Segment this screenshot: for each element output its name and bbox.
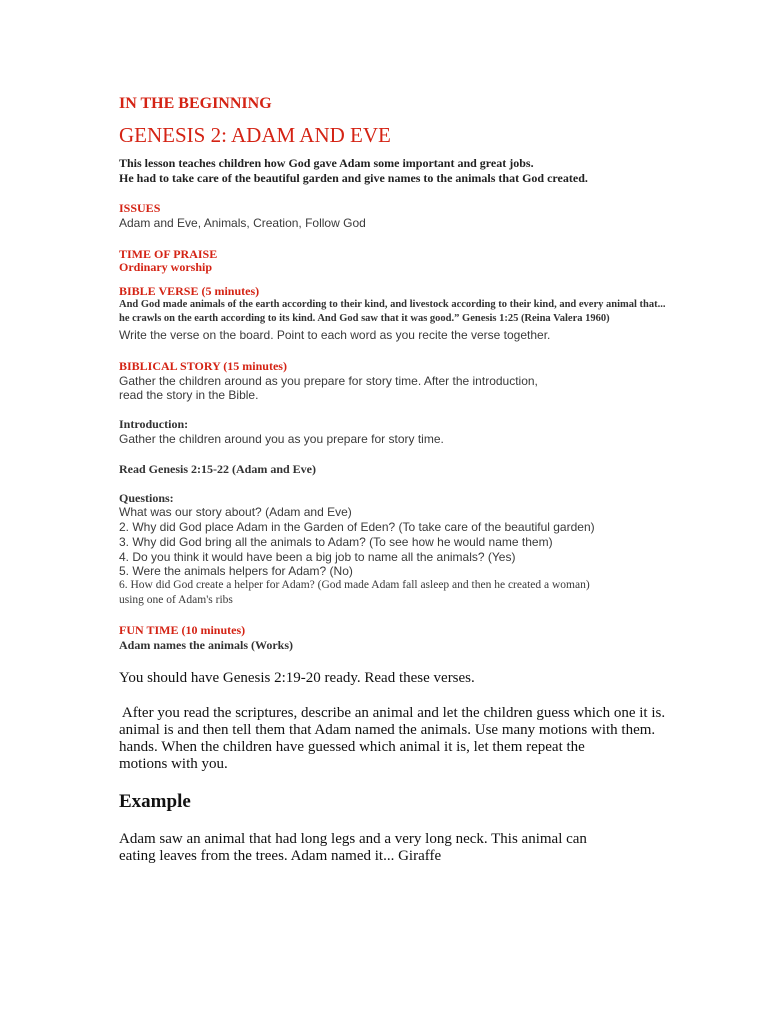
example-line-2: eating leaves from the trees. Adam named it... Giraffe	[119, 848, 442, 864]
fun-time-sublabel: Adam names the animals (Works)	[119, 638, 294, 652]
page-title: GENESIS 2: ADAM AND EVE	[119, 123, 391, 147]
activity-line-3: hands. When the children have guessed which animal it is, let them repeat the	[119, 739, 585, 755]
reading-label: Read Genesis 2:15-22 (Adam and Eve)	[119, 462, 316, 476]
question-item: What was our story about? (Adam and Eve)	[119, 505, 352, 519]
fun-time-label: FUN TIME (10 minutes)	[119, 623, 246, 637]
question-item: 6. How did God create a helper for Adam? (God made Adam fall asleep and then he created a woman)	[119, 579, 590, 591]
issues-text: Adam and Eve, Animals, Creation, Follow God	[119, 216, 366, 230]
activity-line-1: After you read the scriptures, describe an animal and let the children guess which one it is.	[119, 705, 666, 721]
intro-line-2: He had to take care of the beautiful garden and give names to the animals that God created.	[119, 171, 588, 185]
praise-label: TIME OF PRAISE	[119, 247, 218, 261]
biblical-story-line-2: read the story in the Bible.	[119, 388, 259, 402]
biblical-story-line-1: Gather the children around as you prepare for story time. After the introduction,	[119, 374, 538, 388]
intro-line-1: This lesson teaches children how God gave Adam some important and great jobs.	[119, 156, 534, 170]
bible-verse-line-1: And God made animals of the earth according to their kind, and livestock according to their kind, and every animal that...	[119, 299, 666, 310]
question-item-continuation: using one of Adam's ribs	[119, 594, 233, 606]
activity-line-4: motions with you.	[119, 756, 228, 772]
questions-label: Questions:	[119, 491, 174, 505]
praise-sublabel: Ordinary worship	[119, 260, 213, 274]
bible-verse-line-2: he crawls on the earth according to its kind. And God saw that it was good.” Genesis 1:25 (Reina Valera 1960)	[119, 313, 610, 324]
activity-line-2: animal is and then tell them that Adam named the animals. Use many motions with them.	[119, 722, 656, 738]
introduction-label: Introduction:	[119, 417, 189, 431]
question-item: 5. Were the animals helpers for Adam? (No)	[119, 564, 353, 578]
biblical-story-label: BIBLICAL STORY (15 minutes)	[119, 359, 287, 373]
example-line-1: Adam saw an animal that had long legs and a very long neck. This animal can	[119, 831, 587, 847]
bible-verse-instruction: Write the verse on the board. Point to each word as you recite the verse together.	[119, 328, 551, 342]
question-item: 4. Do you think it would have been a big job to name all the animals? (Yes)	[119, 550, 516, 564]
question-item: 2. Why did God place Adam in the Garden of Eden? (To take care of the beautiful garden)	[119, 520, 595, 534]
example-heading: Example	[119, 791, 191, 812]
activity-prep: You should have Genesis 2:19-20 ready. Read these verses.	[119, 670, 475, 686]
section-kicker: IN THE BEGINNING	[119, 95, 272, 112]
issues-label: ISSUES	[119, 201, 161, 215]
introduction-text: Gather the children around you as you prepare for story time.	[119, 432, 444, 446]
question-item: 3. Why did God bring all the animals to Adam? (To see how he would name them)	[119, 535, 553, 549]
bible-verse-label: BIBLE VERSE (5 minutes)	[119, 284, 260, 298]
